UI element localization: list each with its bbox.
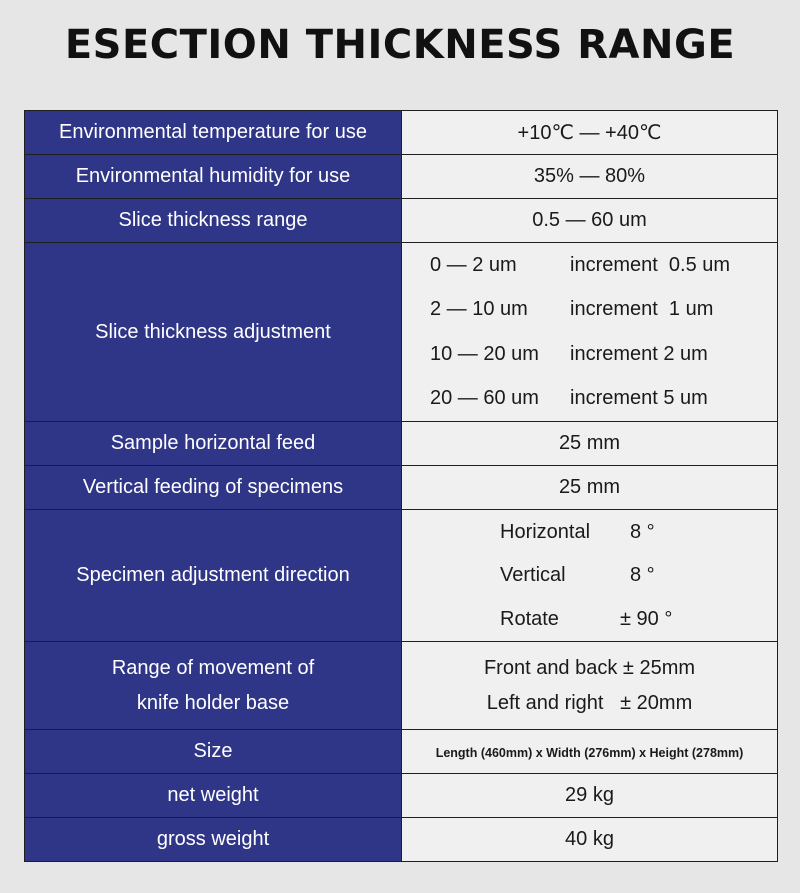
direction-value: 8 ° xyxy=(630,520,655,543)
list-item xyxy=(402,288,777,333)
thickness-adjustment-list xyxy=(402,243,778,422)
page-title: ESECTION THICKNESS RANGE xyxy=(64,22,736,68)
range-text: 10 — 20 um xyxy=(430,342,539,365)
row-value: 29 kg xyxy=(402,774,778,818)
increment-text: increment 1 um xyxy=(570,298,714,321)
increment-text: increment 2 um xyxy=(570,342,708,365)
row-value xyxy=(402,730,778,774)
knife-movement-list xyxy=(402,642,778,730)
direction-value: ± 90 ° xyxy=(620,607,673,630)
table-row xyxy=(25,199,778,243)
row-value: 0.5 — 60 um xyxy=(402,199,778,243)
list-item xyxy=(402,597,777,641)
list-item xyxy=(402,243,777,288)
row-label: Size xyxy=(25,730,402,774)
row-label: Environmental humidity for use xyxy=(25,155,402,199)
row-value: 25 mm xyxy=(402,466,778,510)
row-label: gross weight xyxy=(25,818,402,862)
list-item xyxy=(402,510,777,554)
row-label: Slice thickness range xyxy=(25,199,402,243)
row-label: Vertical feeding of specimens xyxy=(25,466,402,510)
list-item xyxy=(402,554,777,598)
direction-name: Horizontal xyxy=(500,520,591,543)
row-label: Slice thickness adjustment xyxy=(25,243,402,422)
table-row xyxy=(25,466,778,510)
row-label: Sample horizontal feed xyxy=(25,422,402,466)
row-label xyxy=(25,642,402,730)
row-label-line: knife holder base xyxy=(136,691,290,714)
table-row xyxy=(25,730,778,774)
table-row xyxy=(25,155,778,199)
table-row xyxy=(25,243,778,422)
table-row xyxy=(25,818,778,862)
range-text: 2 — 10 um xyxy=(430,298,528,321)
list-item: Left and right ± 20mm xyxy=(486,691,693,714)
row-label: Environmental temperature for use xyxy=(25,111,402,155)
list-item xyxy=(402,377,777,422)
adjustment-direction-list xyxy=(402,510,778,642)
table-row xyxy=(25,642,778,730)
row-label: Specimen adjustment direction xyxy=(25,510,402,642)
row-label: net weight xyxy=(25,774,402,818)
row-value: +10℃ — +40℃ xyxy=(402,111,778,155)
row-value: 35% — 80% xyxy=(402,155,778,199)
table-row xyxy=(25,510,778,642)
list-item xyxy=(402,332,777,377)
range-text: 20 — 60 um xyxy=(430,387,539,410)
range-text: 0 — 2 um xyxy=(430,253,517,276)
increment-text: increment 0.5 um xyxy=(570,253,731,276)
row-label-line: Range of movement of xyxy=(111,656,315,679)
row-value: 25 mm xyxy=(402,422,778,466)
spec-table xyxy=(24,110,778,862)
size-value: Length (460mm) x Width (276mm) x Height (278mm) xyxy=(435,746,744,760)
increment-text: increment 5 um xyxy=(570,387,708,410)
table-row xyxy=(25,422,778,466)
list-item: Front and back ± 25mm xyxy=(483,656,696,679)
direction-value: 8 ° xyxy=(630,564,655,586)
direction-name: Rotate xyxy=(500,607,559,630)
table-row xyxy=(25,774,778,818)
table-row xyxy=(25,111,778,155)
row-value: 40 kg xyxy=(402,818,778,862)
direction-name: Vertical xyxy=(500,564,566,586)
